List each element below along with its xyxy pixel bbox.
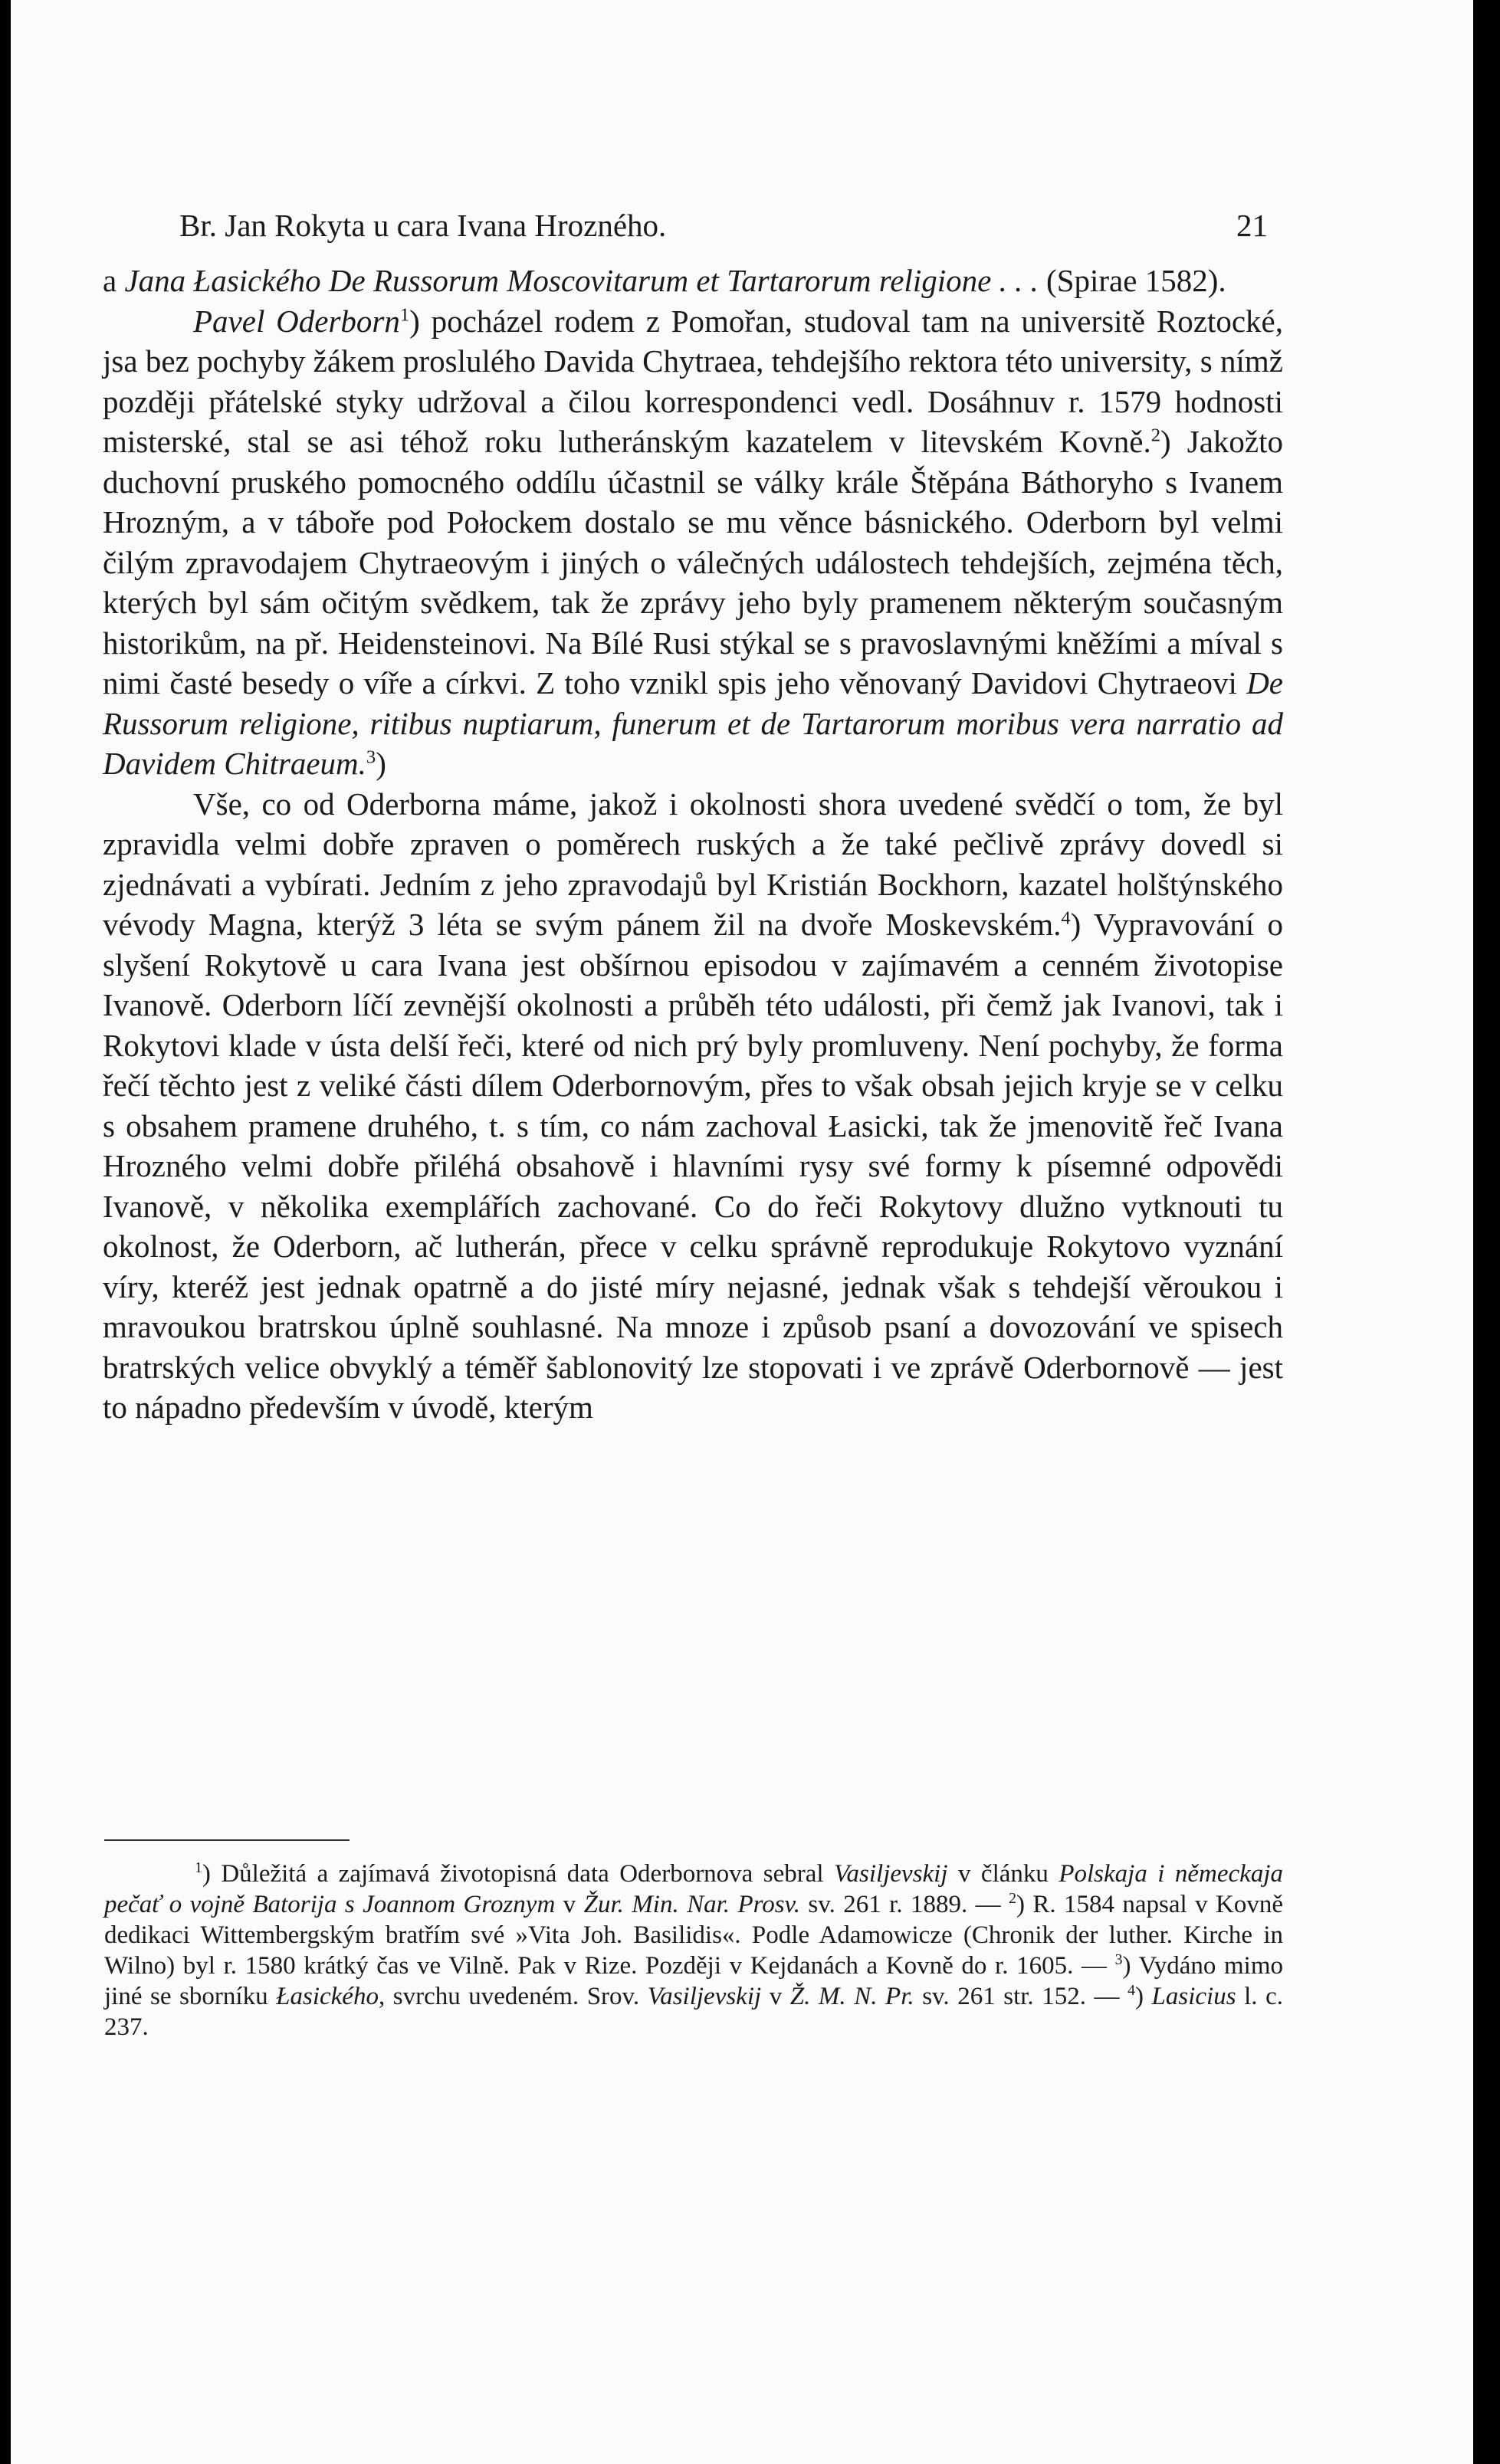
author-name: Pavel Oderborn (193, 303, 400, 339)
footnote-ref: 1 (399, 303, 410, 325)
footnote-ref: 2 (1150, 425, 1160, 446)
main-text (103, 261, 1283, 1428)
paragraph-continuation: a Jana Łasického De Russorum Moscovitarum et Tartarorum religione . . . (Spirae 1582). (103, 263, 1226, 298)
running-title: Br. Jan Rokyta u cara Ivana Hrozného. (179, 208, 667, 243)
paragraph-sources: Vše, co od Oderborna máme, jakož i okolnosti shora uvedené svědčí o tom, že byl zpravidla velmi dobře zpraven o poměrech ruských a že také pečlivě zprávy dovedl si zjednávati a vybírati. Jedním z jeho zpravodajů byl Kristián Bockhorn, kazatel holštýnského vévody Magna, kterýž 3 léta se svým pánem žil na dvoře Moskevském.$^4$) Vypravování o slyšení Rokytově u cara Ivana jest obšírnou episodou v zajímavém a cenném životopise Ivanově. Oderborn líčí zevnější okolnosti a průběh této události, při čemž jak Ivanovi, tak i Rokytovi klade v ústa delší řeči, které od nich prý byly promluveny. Není pochyby, že forma řečí těchto jest z veliké části dílem Oderbornovým, přes to však obsah jejich kryje se v celku s obsahem pramene druhého, t. s tím, co nám zachoval Łasicki, tak že jmenovitě řeč Ivana Hrozného velmi dobře přiléhá obsahově i hlavními rysy své formy k písemné odpovědi Ivanově, v několika exemplářích zachované. Co do řeči Rokytovy dlužno vytknouti tu okolnost, že Oderborn, ač lutherán, přece v celku správně reprodukuje Rokytovo vyznání víry, kteréž jest jednak opatrně a do jisté míry nejasné, jednak však s tehdejší věroukou i mravoukou bratrskou úplně souhlasné. Na mnoze i způsob psaní a dovozování ve spisech bratrských velice obvyklý a téměř šablonovitý lze stopovati i ve zprávě Oderbornově — jest to nápadno především v úvodě, kterým (103, 786, 1283, 1425)
footnote-mark: 3 (1114, 1951, 1123, 1968)
scanned-page (11, 0, 1473, 2464)
page-header (179, 207, 1268, 253)
footnote-mark: 1 (195, 1859, 202, 1876)
paragraph-oderborn: Pavel Oderborn$^1$) pocházel rodem z Pomořan, studoval tam na universitě Roztocké, jsa bez pochyby žákem proslulého Davida Chytraea, tehdejšího rektora této university, s nímž později přátelské styky udržoval a čilou korrespondenci vedl. Dosáhnuv r. 1579 hodnosti misterské, stal se asi téhož roku lutheránským kazatelem v litevském Kovně.$^2$) Jakožto duchovní pruského pomocného oddílu účastnil se války krále Štěpána Báthoryho s Ivanem Hrozným, a v táboře pod Połockem dostalo se mu věnce básnického. Oderborn byl velmi čilým zpravodajem Chytraeovým i jiných o válečných událostech tehdejších, zejména těch, kterých byl sám očitým svědkem, tak že zprávy jeho byly pramenem některým současným historikům, na př. Heidensteinovi. Na Bílé Rusi stýkal se s pravoslavnými kněžími a míval s nimi časté besedy o víře a církvi. Z toho vznikl spis jeho věnovaný Davidovi Chytraeovi De Russorum religione, ritibus nuptiarum, funerum et de Tartarorum moribus vera narratio ad Davidem Chitraeum.$^3$) (103, 303, 1283, 781)
footnote-mark: 2 (1009, 1890, 1016, 1907)
footnote-mark: 4 (1127, 1982, 1135, 1999)
footnote-ref: 4 (1061, 907, 1071, 929)
citation-title: Jana Łasického De Russorum Moscovitarum et Tartarorum religione . . . (124, 263, 1039, 298)
scan-border (1473, 0, 1500, 2464)
footnote-ref: 3 (366, 746, 376, 768)
footnotes (104, 1859, 1283, 2042)
page-number: 21 (1236, 208, 1268, 243)
footnote-block: $^1$) Důležitá a zajímavá životopisná data Oderbornova sebral Vasiljevskij v článku Polskaja i německaja pečať o vojně Batorija s Joannom Groznym v Žur. Min. Nar. Prosv. sv. 261 r. 1889. — $^2$) R. 1584 napsal v Kovně dedikaci Wittembergským bratřím své »Vita Joh. Basilidis«. Podle Adamowicze (Chronik der luther. Kirche in Wilno) byl r. 1580 krátký čas ve Vilně. Pak v Rize. Později v Kejdanách a Kovně do r. 1605. — $^3$) Vydáno mimo jiné se sborníku Łasického, svrchu uvedeném. Srov. Vasiljevskij v Ž. M. N. Pr. sv. 261 str. 152. — $^4$) Lasicius l. c. 237. (104, 1859, 1283, 2041)
footnote-rule (104, 1839, 350, 1841)
work-title: De Russorum religione, ritibus nuptiarum, funerum et de Tartarorum moribus vera narratio ad Davidem Chitraeum. (103, 665, 1283, 781)
